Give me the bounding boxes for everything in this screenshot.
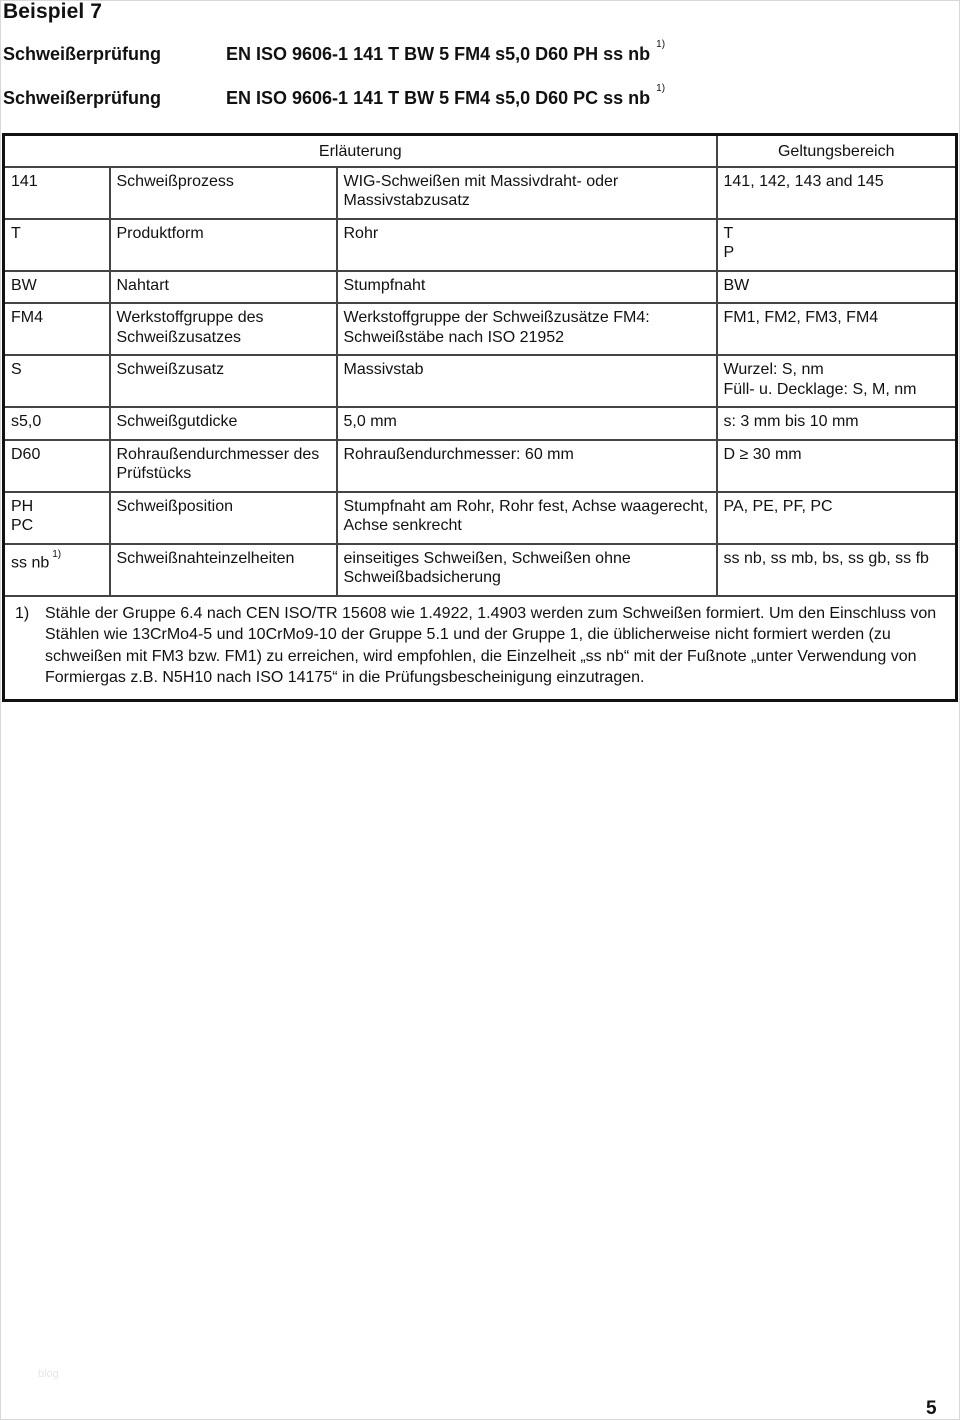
desc-cell: 5,0 mm [337,407,717,440]
table-row [4,303,957,355]
code-cell: BW [4,271,110,304]
scope-cell: BW [717,271,957,304]
desc-cell: Massivstab [337,355,717,407]
footnote [11,603,949,689]
certificate-designation: EN ISO 9606-1 141 T BW 5 FM4 s5,0 D60 PH ss nb $^{1)}$ [226,39,666,64]
footnote-cell [4,596,957,701]
desc-cell: Stumpfnaht am Rohr, Rohr fest, Achse waagerecht, Achse senkrecht [337,492,717,544]
table-row [4,355,957,407]
name-cell: Schweißzusatz [110,355,337,407]
scope-cell: FM1, FM2, FM3, FM4 [717,303,957,355]
scope-cell: Wurzel: S, nm Füll- u. Decklage: S, M, nm [717,355,957,407]
certificate-label: Schweißerprüfung [3,88,162,108]
certificate-designation: EN ISO 9606-1 141 T BW 5 FM4 s5,0 D60 PC ss nb $^{1)}$ [226,83,666,108]
footnote-ref: 1) [656,39,666,50]
certificate-label: Schweißerprüfung [3,44,162,64]
name-cell: Nahtart [110,271,337,304]
code-cell: s5,0 [4,407,110,440]
header-scope: Geltungsbereich [717,135,957,167]
code-cell: 141 [4,167,110,219]
scope-cell: ss nb, ss mb, bs, ss gb, ss fb [717,544,957,596]
code-cell: S [4,355,110,407]
scope-cell: PA, PE, PF, PC [717,492,957,544]
table-row [4,271,957,304]
code-cell: PH PC [4,492,110,544]
scope-cell: T P [717,219,957,271]
footnote-ref: 1) [52,548,62,560]
watermark-text: blog [38,1368,59,1380]
name-cell: Schweißnahteinzelheiten [110,544,337,596]
page-title: Beispiel 7 [3,0,103,23]
scope-cell: s: 3 mm bis 10 mm [717,407,957,440]
name-cell: Rohraußendurchmesser des Prüfstücks [110,440,337,492]
code-cell: T [4,219,110,271]
table-row [4,492,957,544]
table-row [4,440,957,492]
name-cell: Schweißgutdicke [110,407,337,440]
name-cell: Schweißprozess [110,167,337,219]
name-cell: Schweißposition [110,492,337,544]
page-number: 5 [926,1398,937,1419]
table-row [4,167,957,219]
scope-cell: 141, 142, 143 and 145 [717,167,957,219]
desc-cell: Rohr [337,219,717,271]
desc-cell: Rohraußendurchmesser: 60 mm [337,440,717,492]
code-cell: FM4 [4,303,110,355]
table-row [4,407,957,440]
designation-table [2,133,958,702]
footnote-text: Stähle der Gruppe 6.4 nach CEN ISO/TR 15608 wie 1.4922, 1.4903 werden zum Schweißen formiert. Um den Einschluss von Stählen wie 13CrMo4-5 und 10CrMo9-10 der Gruppe 5.1 und der Gruppe 1, die üblicherweise nicht formiert werden (zu schweißen mit FM3 bzw. FM1) zu erreichen, wird empfohlen, die Einzelheit „ss nb“ mit der Fußnote „unter Verwendung von Formiergas z.B. N5H10 nach ISO 14175“ in die Prüfungsbescheinigung einzutragen. [45,604,937,686]
desc-cell: einseitiges Schweißen, Schweißen ohne Schweißbadsicherung [337,544,717,596]
desc-cell: Werkstoffgruppe der Schweißzusätze FM4: Schweißstäbe nach ISO 21952 [337,303,717,355]
table-row [4,219,957,271]
code-cell: ss nb $^{1)}$ [4,544,110,596]
footnote-row [4,596,957,701]
desc-cell: Stumpfnaht [337,271,717,304]
name-cell: Produktform [110,219,337,271]
footnote-ref: 1) [656,83,666,94]
code-cell: D60 [4,440,110,492]
header-explanation: Erläuterung [4,135,717,167]
table-header-row [4,135,957,167]
name-cell: Werkstoffgruppe des Schweißzusatzes [110,303,337,355]
desc-cell: WIG-Schweißen mit Massivdraht- oder Massivstabzusatz [337,167,717,219]
table-row [4,544,957,596]
scope-cell: D ≥ 30 mm [717,440,957,492]
footnote-number: 1) [15,604,30,622]
